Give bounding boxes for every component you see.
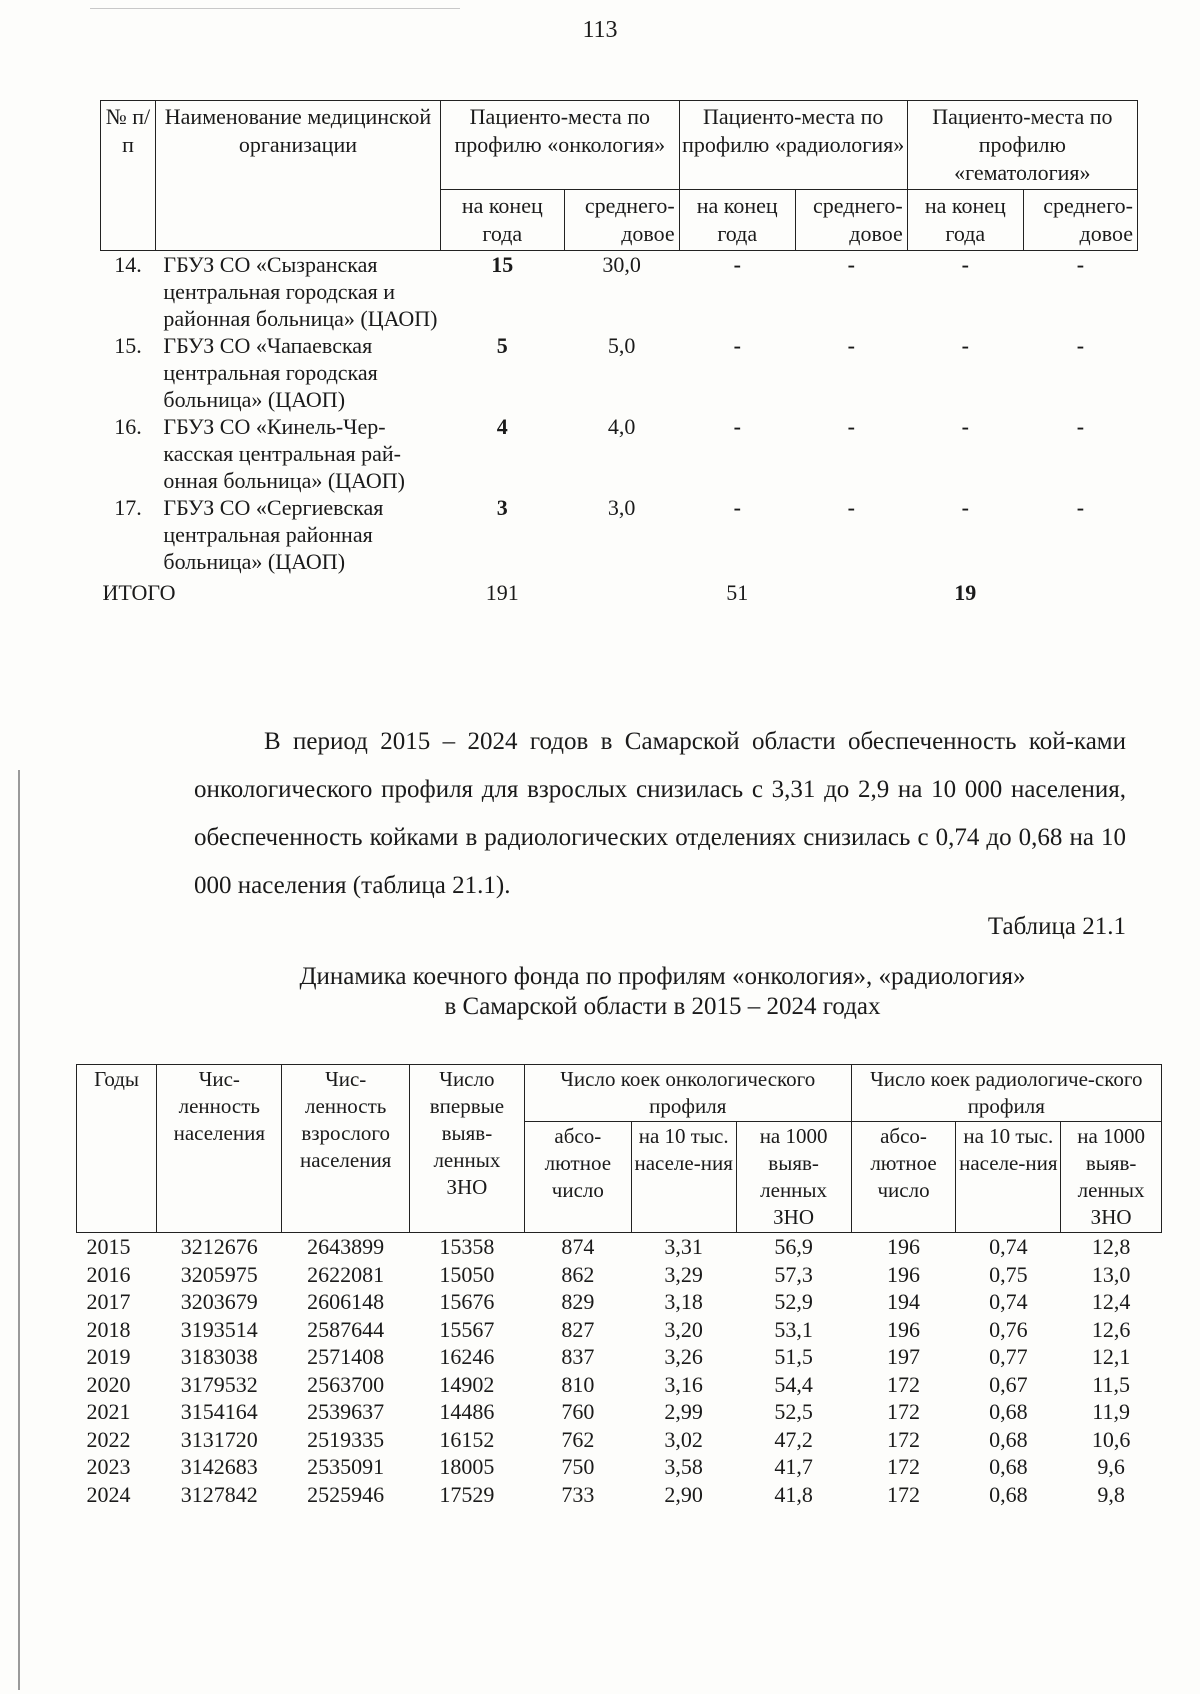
onco-absolute-cell: 810 — [561, 1371, 595, 1397]
onco-per-1000-cell: 52,9 — [774, 1289, 813, 1314]
table-row — [77, 1481, 1162, 1509]
year-cell: 2023 — [86, 1454, 131, 1479]
population-cell: 3183038 — [180, 1344, 258, 1369]
table-row — [77, 1233, 1162, 1261]
total-hemato: 19 — [954, 580, 977, 605]
radio-absolute-cell: 172 — [887, 1399, 921, 1424]
onco-absolute-cell: 750 — [561, 1454, 595, 1479]
onco-per-1000-cell: 56,9 — [774, 1234, 813, 1259]
radio-absolute-cell: 196 — [887, 1261, 921, 1287]
hemato-average: - — [1076, 252, 1085, 277]
new-cases-cell: 16246 — [439, 1344, 495, 1369]
radio-per-10k-cell: 0,68 — [989, 1481, 1028, 1507]
new-cases-cell: 15676 — [439, 1289, 495, 1314]
population-cell: 3193514 — [180, 1316, 258, 1342]
radio-per-1000-cell: 13,0 — [1091, 1261, 1131, 1287]
onco-per-1000-cell: 54,4 — [774, 1371, 813, 1397]
table-row — [77, 1316, 1162, 1344]
radio-per-1000-cell: 12,4 — [1091, 1289, 1131, 1314]
row-number: 15. — [114, 333, 142, 358]
adult-population-cell: 2539637 — [307, 1399, 385, 1424]
adult-population-cell: 2525946 — [307, 1481, 385, 1507]
header-radio-avg: среднего-довое — [795, 190, 907, 251]
header-num: № п/п — [101, 101, 156, 251]
adult-population-cell: 2622081 — [307, 1261, 385, 1287]
adult-population-cell: 2606148 — [307, 1289, 385, 1314]
population-cell: 3212676 — [180, 1234, 258, 1259]
radio-absolute-cell: 196 — [887, 1234, 921, 1259]
radio-average: - — [847, 252, 855, 277]
onco-per-10k-cell: 3,26 — [664, 1344, 703, 1369]
onco-end-year: 5 — [496, 333, 508, 358]
population-cell: 3154164 — [180, 1399, 258, 1424]
onco-per-10k-cell: 3,18 — [664, 1289, 703, 1314]
new-cases-cell: 18005 — [439, 1454, 495, 1479]
radio-per-1000-cell: 12,8 — [1091, 1234, 1131, 1259]
row-number: 17. — [114, 495, 142, 520]
onco-end-year: 3 — [496, 495, 508, 520]
new-cases-cell: 14902 — [439, 1371, 495, 1397]
radio-per-10k-cell: 0,77 — [989, 1344, 1028, 1369]
header-radio: Пациенто-места по профилю «радиология» — [679, 101, 907, 190]
hemato-end-year: - — [961, 252, 969, 277]
header-radio-per-1000: на 1000 выяв-ленных ЗНО — [1061, 1122, 1162, 1233]
onco-average: 4,0 — [607, 414, 636, 439]
year-cell: 2022 — [86, 1426, 131, 1452]
total-row — [101, 575, 1138, 606]
header-radio-end: на конец года — [679, 190, 795, 251]
table-row — [77, 1453, 1162, 1481]
scan-artifact-margin — [18, 770, 20, 1690]
header-new-cases: Число впервые выяв-ленных ЗНО — [409, 1065, 524, 1233]
onco-absolute-cell: 837 — [561, 1344, 595, 1369]
onco-average: 5,0 — [607, 333, 636, 358]
body-paragraph — [194, 718, 1126, 910]
row-number: 16. — [114, 414, 142, 439]
row-number: 14. — [114, 252, 142, 277]
new-cases-cell: 14486 — [439, 1399, 495, 1424]
header-hemato: Пациенто-места по профилю «гематология» — [907, 101, 1137, 190]
hemato-average: - — [1076, 414, 1085, 439]
header-onco-end: на конец года — [441, 190, 565, 251]
radio-per-1000-cell: 12,1 — [1091, 1344, 1131, 1369]
radio-per-10k-cell: 0,68 — [989, 1426, 1028, 1452]
organization-name: ГБУЗ СО «Кинель-Чер-касская центральная рай-онная больница» (ЦАОП) — [163, 414, 405, 493]
header-population: Чис-ленность населения — [157, 1065, 282, 1233]
new-cases-cell: 15567 — [439, 1316, 495, 1342]
radio-absolute-cell: 172 — [887, 1454, 921, 1479]
year-cell: 2021 — [86, 1399, 131, 1424]
table-row — [77, 1343, 1162, 1371]
hemato-end-year: - — [961, 495, 969, 520]
radio-per-10k-cell: 0,67 — [989, 1371, 1028, 1397]
onco-per-1000-cell: 41,8 — [774, 1481, 813, 1507]
new-cases-cell: 17529 — [439, 1481, 495, 1507]
header-hemato-end: на конец года — [907, 190, 1023, 251]
year-cell: 2020 — [86, 1371, 131, 1397]
paragraph-text: В период 2015 – 2024 годов в Самарской области обеспеченность кой-ками онкологического профиля для взрослых снизилась с 3,31 до 2,9 на 10 000 населения, обеспеченность койками в радиологических отделениях снизилась с 0,74 до 0,68 на 10 000 населения (таблица 21.1). — [194, 728, 1126, 899]
organization-name: ГБУЗ СО «Сергиевская центральная районная больница» (ЦАОП) — [163, 495, 384, 574]
onco-per-10k-cell: 2,99 — [664, 1399, 703, 1424]
hemato-average: - — [1076, 333, 1085, 358]
radio-per-10k-cell: 0,68 — [989, 1399, 1028, 1424]
total-radio: 51 — [726, 580, 749, 605]
adult-population-cell: 2535091 — [307, 1454, 385, 1479]
onco-per-10k-cell: 3,29 — [664, 1261, 703, 1287]
hemato-average: - — [1076, 495, 1085, 520]
adult-population-cell: 2571408 — [307, 1344, 385, 1369]
table-row — [77, 1288, 1162, 1316]
new-cases-cell: 16152 — [439, 1426, 495, 1452]
radio-average: - — [847, 333, 855, 358]
new-cases-cell: 15050 — [439, 1261, 495, 1287]
onco-absolute-cell: 862 — [561, 1261, 595, 1287]
population-cell: 3179532 — [180, 1371, 258, 1397]
adult-population-cell: 2643899 — [307, 1234, 385, 1259]
table-row — [77, 1398, 1162, 1426]
header-name: Наименование медицинской организации — [155, 101, 440, 251]
adult-population-cell: 2587644 — [307, 1316, 385, 1342]
year-cell: 2019 — [86, 1344, 131, 1369]
header-onco-per-10k: на 10 тыс. населе-ния — [631, 1122, 736, 1233]
adult-population-cell: 2519335 — [307, 1426, 385, 1452]
new-cases-cell: 15358 — [439, 1234, 495, 1259]
radio-absolute-cell: 172 — [887, 1426, 921, 1452]
radio-per-10k-cell: 0,75 — [989, 1261, 1028, 1287]
onco-per-10k-cell: 2,90 — [664, 1481, 703, 1507]
header-onco: Пациенто-места по профилю «онкология» — [441, 101, 680, 190]
onco-end-year: 4 — [496, 414, 508, 439]
radio-average: - — [847, 495, 855, 520]
total-onco: 191 — [485, 580, 519, 605]
onco-per-10k-cell: 3,20 — [664, 1316, 703, 1342]
onco-absolute-cell: 760 — [561, 1399, 595, 1424]
onco-average: 3,0 — [607, 495, 636, 520]
table-label: Таблица 21.1 — [987, 913, 1126, 940]
hemato-end-year: - — [961, 333, 969, 358]
radio-per-1000-cell: 12,6 — [1091, 1316, 1131, 1342]
header-onco-beds: Число коек онкологического профиля — [524, 1065, 851, 1122]
onco-per-1000-cell: 41,7 — [774, 1454, 813, 1479]
onco-per-10k-cell: 3,31 — [664, 1234, 703, 1259]
onco-absolute-cell: 762 — [561, 1426, 595, 1452]
bed-fund-table — [76, 1064, 1162, 1508]
population-cell: 3203679 — [180, 1289, 258, 1314]
table-row — [77, 1261, 1162, 1289]
radio-absolute-cell: 197 — [887, 1344, 921, 1369]
radio-end-year: - — [733, 333, 741, 358]
radio-absolute-cell: 194 — [887, 1289, 921, 1314]
radio-per-1000-cell: 9,8 — [1097, 1481, 1125, 1507]
year-cell: 2015 — [86, 1234, 131, 1259]
onco-per-1000-cell: 51,5 — [774, 1344, 813, 1369]
organization-name: ГБУЗ СО «Сызранская центральная городская и районная больница» (ЦАОП) — [163, 252, 438, 331]
radio-end-year: - — [733, 495, 741, 520]
table-row — [77, 1371, 1162, 1399]
header-year: Годы — [77, 1065, 157, 1233]
adult-population-cell: 2563700 — [307, 1371, 385, 1397]
table-row — [77, 1426, 1162, 1454]
radio-per-1000-cell: 11,5 — [1092, 1371, 1130, 1397]
scan-artifact-line — [90, 8, 460, 9]
onco-absolute-cell: 733 — [561, 1481, 595, 1507]
header-radio-absolute: абсо-лютное число — [851, 1122, 956, 1233]
onco-per-1000-cell: 57,3 — [774, 1261, 813, 1287]
table-row — [101, 413, 1138, 494]
onco-absolute-cell: 829 — [561, 1289, 595, 1314]
onco-per-1000-cell: 47,2 — [774, 1426, 813, 1452]
radio-absolute-cell: 172 — [887, 1481, 921, 1507]
table-title — [0, 962, 1200, 1022]
year-cell: 2016 — [86, 1261, 131, 1287]
radio-per-10k-cell: 0,68 — [989, 1454, 1028, 1479]
hemato-end-year: - — [961, 414, 969, 439]
header-onco-avg: среднего-довое — [564, 190, 679, 251]
radio-average: - — [847, 414, 855, 439]
table-title-line2: в Самарской области в 2015 – 2024 годах — [444, 993, 881, 1020]
table-row — [101, 494, 1138, 575]
total-label: ИТОГО — [102, 580, 176, 605]
onco-average: 30,0 — [602, 252, 641, 277]
radio-absolute-cell: 172 — [887, 1371, 921, 1397]
radio-per-1000-cell: 9,6 — [1097, 1454, 1125, 1479]
header-hemato-avg: среднего-довое — [1023, 190, 1137, 251]
page-number: 113 — [582, 17, 618, 43]
population-cell: 3131720 — [180, 1426, 258, 1452]
population-cell: 3142683 — [180, 1454, 258, 1479]
table-title-line1: Динамика коечного фонда по профилям «онкология», «радиология» — [299, 963, 1026, 990]
radio-per-1000-cell: 10,6 — [1091, 1426, 1131, 1452]
radio-per-1000-cell: 11,9 — [1092, 1399, 1130, 1424]
year-cell: 2018 — [86, 1316, 131, 1342]
onco-per-1000-cell: 53,1 — [774, 1316, 813, 1342]
table-row — [101, 251, 1138, 333]
table-row — [101, 332, 1138, 413]
header-radio-per-10k: на 10 тыс. населе-ния — [956, 1122, 1061, 1233]
population-cell: 3205975 — [180, 1261, 258, 1287]
radio-per-10k-cell: 0,76 — [989, 1316, 1028, 1342]
onco-per-10k-cell: 3,58 — [664, 1454, 703, 1479]
radio-absolute-cell: 196 — [887, 1316, 921, 1342]
onco-absolute-cell: 827 — [561, 1316, 595, 1342]
header-onco-per-1000: на 1000 выяв-ленных ЗНО — [736, 1122, 851, 1233]
header-adult-population: Чис-ленность взрослого населения — [282, 1065, 409, 1233]
population-cell: 3127842 — [180, 1481, 258, 1507]
header-onco-absolute: абсо-лютное число — [524, 1122, 631, 1233]
onco-per-10k-cell: 3,02 — [664, 1426, 703, 1452]
radio-per-10k-cell: 0,74 — [989, 1289, 1028, 1314]
year-cell: 2017 — [86, 1289, 131, 1314]
header-radio-beds: Число коек радиологиче-ского профиля — [851, 1065, 1161, 1122]
onco-end-year: 15 — [491, 252, 514, 277]
radio-per-10k-cell: 0,74 — [989, 1234, 1028, 1259]
patient-places-table — [100, 100, 1138, 606]
onco-per-1000-cell: 52,5 — [774, 1399, 813, 1424]
radio-end-year: - — [733, 414, 741, 439]
year-cell: 2024 — [86, 1481, 131, 1507]
onco-per-10k-cell: 3,16 — [664, 1371, 703, 1397]
organization-name: ГБУЗ СО «Чапаевская центральная городская больница» (ЦАОП) — [163, 333, 378, 412]
radio-end-year: - — [733, 252, 741, 277]
onco-absolute-cell: 874 — [561, 1234, 595, 1259]
